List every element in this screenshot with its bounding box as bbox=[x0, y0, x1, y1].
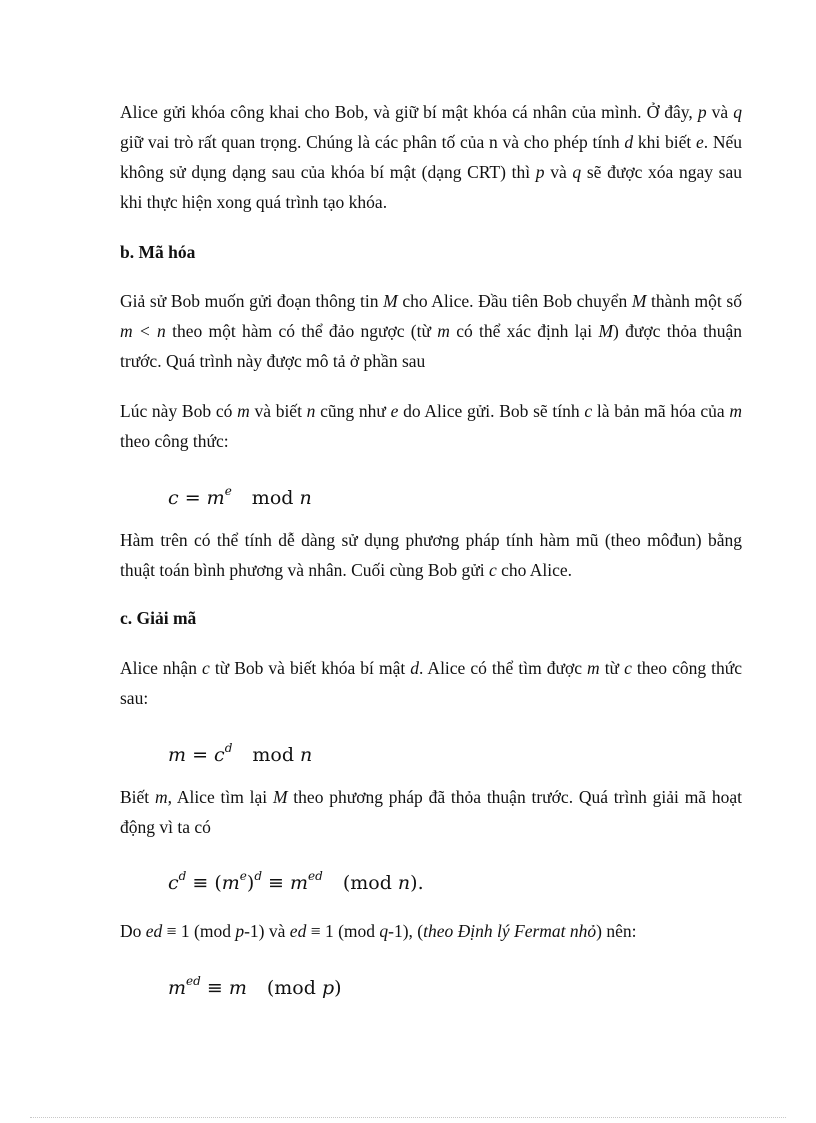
paragraph-decryption-1 bbox=[120, 653, 742, 713]
math-var-q: q bbox=[733, 102, 742, 122]
math-var-m: m bbox=[154, 787, 168, 807]
math-var-m: m bbox=[206, 487, 225, 509]
text-run: theo công thức sau: bbox=[120, 658, 743, 708]
math-paren-close: ) bbox=[246, 872, 255, 894]
text-run: Alice gửi khóa công khai cho Bob, và giữ bí mật khóa cá nhân của mình. Ở đây, bbox=[120, 102, 698, 122]
math-var-M: M bbox=[383, 291, 398, 311]
text-run: ) nên: bbox=[596, 921, 637, 941]
text-run: cho Alice. bbox=[496, 560, 573, 580]
paragraph-encryption-1 bbox=[120, 286, 742, 376]
math-var-p: p bbox=[535, 162, 545, 182]
text-run: từ bbox=[599, 658, 625, 678]
math-exponent-ed: ed bbox=[186, 974, 201, 988]
math-operator-equals: = bbox=[178, 487, 207, 509]
text-run: . Nếu không sử dụng dạng sau của khóa bí mật (dạng CRT) thì bbox=[120, 132, 743, 182]
paragraph-encryption-3 bbox=[120, 525, 742, 585]
math-operator-equiv: ≡ bbox=[200, 977, 229, 999]
paragraph-decryption-2 bbox=[120, 782, 742, 842]
math-exponent-d: d bbox=[178, 869, 187, 883]
math-var-p: p bbox=[235, 921, 245, 941]
math-var-ed: ed bbox=[145, 921, 163, 941]
page-bottom-divider bbox=[30, 1117, 786, 1118]
text-run: giữ vai trò rất quan trọng. Chúng là các phân tố của n và cho phép tính bbox=[120, 132, 625, 152]
math-var-p: p bbox=[697, 102, 707, 122]
math-operator-equiv: ≡ bbox=[262, 872, 291, 894]
heading-encryption: b. Mã hóa bbox=[120, 242, 196, 262]
text-run: do Alice gửi. Bob sẽ tính bbox=[398, 401, 585, 421]
text-run: ≡ 1 (mod bbox=[306, 921, 380, 941]
math-var-m: m bbox=[290, 872, 309, 894]
heading-decryption: c. Giải mã bbox=[120, 608, 197, 628]
text-run: -1) và bbox=[244, 921, 290, 941]
math-var-n: n bbox=[397, 872, 411, 894]
text-run: từ Bob và biết khóa bí mật bbox=[209, 658, 411, 678]
equation-correctness bbox=[168, 861, 424, 898]
math-mod-close: ) bbox=[410, 872, 418, 894]
math-var-c: c bbox=[624, 658, 632, 678]
text-run: , Alice tìm lại bbox=[167, 787, 273, 807]
math-var-m: m bbox=[168, 977, 187, 999]
math-exponent-d: d bbox=[254, 869, 263, 883]
text-run: khi biết bbox=[633, 132, 696, 152]
text-run: theo công thức: bbox=[120, 431, 229, 451]
math-period: . bbox=[417, 872, 424, 894]
text-run: và bbox=[544, 162, 573, 182]
math-var-m: m bbox=[437, 321, 450, 341]
math-operator-equiv: ≡ bbox=[186, 872, 215, 894]
math-operator-mod: mod bbox=[251, 487, 294, 509]
math-var-m: m bbox=[587, 658, 600, 678]
math-var-m: m bbox=[237, 401, 250, 421]
math-paren-open: ( bbox=[214, 872, 222, 894]
equation-fermat bbox=[168, 966, 342, 1003]
text-run: và biết bbox=[249, 401, 307, 421]
math-exponent-e: e bbox=[239, 869, 247, 883]
math-var-c: c bbox=[584, 401, 593, 421]
text-run: Biết bbox=[120, 787, 155, 807]
math-var-ed: ed bbox=[289, 921, 307, 941]
math-var-M: M bbox=[272, 787, 288, 807]
math-var-M: M bbox=[631, 291, 647, 311]
paragraph-decryption-3 bbox=[120, 916, 742, 946]
text-run: Alice nhận bbox=[120, 658, 202, 678]
math-var-n: n bbox=[306, 401, 316, 421]
math-var-c: c bbox=[488, 560, 497, 580]
math-mod-open: (mod bbox=[342, 872, 398, 894]
math-var-d: d bbox=[624, 132, 634, 152]
equation-decryption bbox=[168, 733, 312, 770]
math-mod-close: ) bbox=[334, 977, 342, 999]
text-run: và bbox=[706, 102, 734, 122]
math-var-n: n bbox=[299, 487, 312, 509]
math-exponent-ed: ed bbox=[308, 869, 323, 883]
paragraph-key-intro bbox=[120, 97, 742, 217]
text-run: thành một số bbox=[646, 291, 742, 311]
math-var-m: m bbox=[168, 744, 187, 766]
text-run: Hàm trên có thể tính dễ dàng sử dụng phương pháp tính hàm mũ (theo môđun) bằng thuật toán bình phương và nhân. Cuối cùng Bob gửi bbox=[120, 530, 742, 580]
math-var-c: c bbox=[168, 872, 179, 894]
math-var-c: c bbox=[168, 487, 179, 509]
math-mod-open: (mod bbox=[266, 977, 322, 999]
text-run: Do bbox=[120, 921, 146, 941]
math-var-q: q bbox=[572, 162, 582, 182]
math-var-d: d bbox=[410, 658, 419, 678]
math-operator-mod: mod bbox=[252, 744, 294, 766]
math-var-c: c bbox=[202, 658, 210, 678]
math-var-m: m bbox=[228, 977, 247, 999]
math-var-q: q bbox=[379, 921, 389, 941]
math-var-M: M bbox=[598, 321, 614, 341]
text-run: theo phương pháp đã thỏa thuận trước. Quá trình giải mã hoạt động vì ta có bbox=[120, 787, 742, 837]
text-run: cũng như bbox=[315, 401, 391, 421]
math-expr-m-lt-n: m < n bbox=[120, 321, 166, 341]
math-var-c: c bbox=[214, 744, 225, 766]
text-run: ) được thỏa thuận trước. Quá trình này được mô tả ở phần sau bbox=[120, 321, 743, 371]
math-exponent-e: e bbox=[224, 484, 232, 498]
equation-encryption bbox=[168, 476, 312, 513]
math-var-m: m bbox=[221, 872, 240, 894]
math-var-p: p bbox=[321, 977, 335, 999]
text-run: . Alice có thể tìm được bbox=[418, 658, 588, 678]
text-run: -1), ( bbox=[388, 921, 424, 941]
text-run: là bản mã hóa của bbox=[592, 401, 730, 421]
math-var-e: e bbox=[390, 401, 399, 421]
paragraph-encryption-2 bbox=[120, 396, 742, 456]
math-operator-equals: = bbox=[186, 744, 215, 766]
math-var-e: e bbox=[695, 132, 704, 152]
text-run: có thể xác định lại bbox=[449, 321, 599, 341]
math-exponent-d: d bbox=[224, 741, 233, 755]
math-var-n: n bbox=[300, 744, 313, 766]
text-run: theo một hàm có thể đảo ngược (từ bbox=[165, 321, 438, 341]
math-var-m: m bbox=[729, 401, 742, 421]
text-run: cho Alice. Đầu tiên Bob chuyển bbox=[397, 291, 632, 311]
text-run: Lúc này Bob có bbox=[120, 401, 238, 421]
text-run: sẽ được xóa ngay sau khi thực hiện xong quá trình tạo khóa. bbox=[120, 162, 742, 212]
text-run: ≡ 1 (mod bbox=[162, 921, 236, 941]
theorem-reference: theo Định lý Fermat nhỏ bbox=[423, 921, 597, 941]
text-run: Giả sử Bob muốn gửi đoạn thông tin bbox=[120, 291, 384, 311]
